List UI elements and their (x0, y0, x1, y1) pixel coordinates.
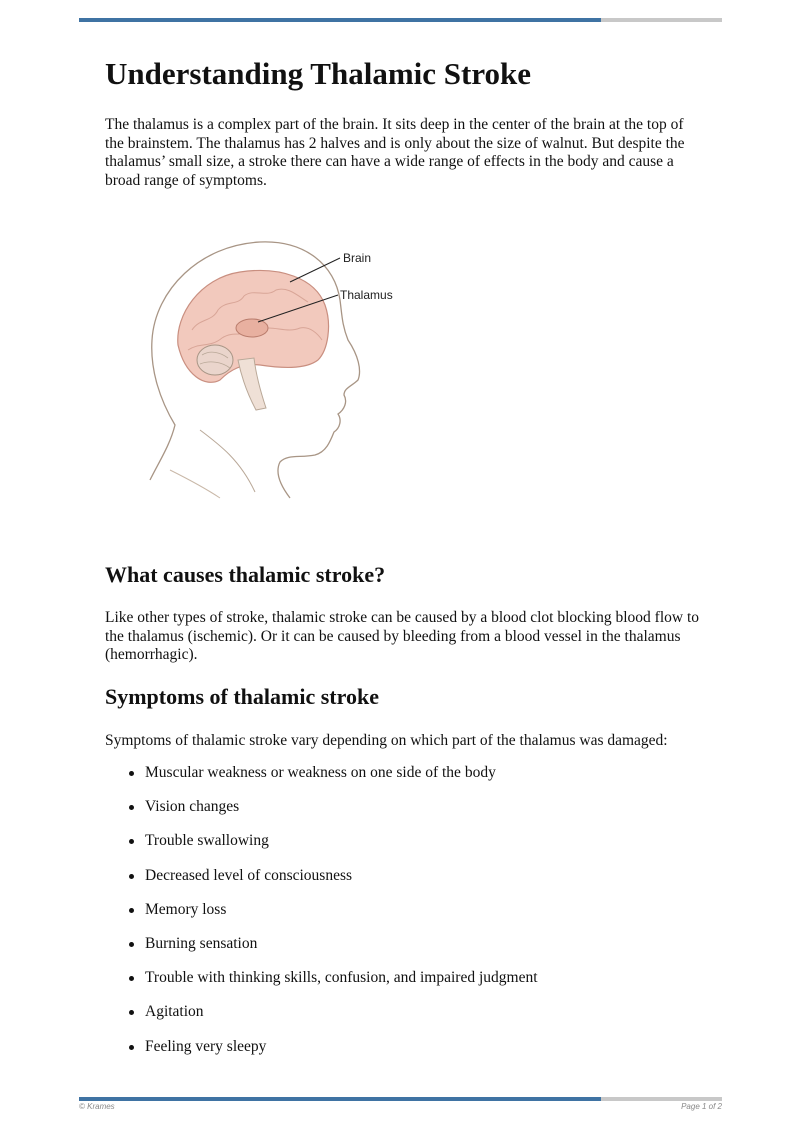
causes-paragraph: Like other types of stroke, thalamic stroke can be caused by a blood clot blocking blood flow to the thalamus (ischemic). Or it can be caused by bleeding from a blood vessel in the thalamus (hemorrhagic). (105, 609, 700, 663)
section-heading-symptoms: Symptoms of thalamic stroke (105, 684, 379, 709)
thalamus-illustration (130, 230, 410, 505)
bullet-icon (129, 1045, 134, 1050)
intro-paragraph: The thalamus is a complex part of the brain. It sits deep in the center of the brain at the top of the brainstem. The thalamus has 2 halves and is only about the size of walnut. But despite the thalamus’ small size, a stroke there can have a wide range of effects in the body and cause a broad range of symptoms. (105, 116, 685, 189)
top-rule (79, 18, 722, 22)
bullet-icon (129, 908, 134, 913)
head-brain-drawing (130, 230, 410, 505)
bullet-icon (129, 942, 134, 947)
bullet-icon (129, 839, 134, 844)
list-item: Burning sensation (105, 934, 705, 968)
page-title: Understanding Thalamic Stroke (105, 56, 532, 91)
bullet-icon (129, 1010, 134, 1015)
list-item: Trouble swallowing (105, 831, 705, 865)
brain-label: Brain (343, 251, 372, 265)
list-item: Muscular weakness or weakness on one side of the body (105, 763, 705, 797)
top-rule-accent (79, 18, 601, 22)
list-item: Agitation (105, 1002, 705, 1036)
footer-copyright: © Krames (79, 1102, 115, 1111)
bottom-rule-accent (79, 1097, 601, 1101)
symptoms-list (105, 763, 705, 1071)
list-item: Trouble with thinking skills, confusion, and impaired judgment (105, 968, 705, 1002)
bottom-rule (79, 1097, 722, 1101)
footer-page-number: Page 1 of 2 (681, 1102, 722, 1111)
cerebellum-shape (197, 345, 233, 375)
list-item: Memory loss (105, 900, 705, 934)
symptoms-intro-paragraph: Symptoms of thalamic stroke vary depending on which part of the thalamus was damaged: (105, 732, 668, 749)
list-item: Decreased level of consciousness (105, 866, 705, 900)
bullet-icon (129, 771, 134, 776)
thalamus-shape (236, 319, 268, 337)
list-item: Feeling very sleepy (105, 1037, 705, 1071)
thalamus-label: Thalamus (340, 288, 393, 302)
section-heading-causes: What causes thalamic stroke? (105, 562, 386, 587)
bullet-icon (129, 976, 134, 981)
list-item: Vision changes (105, 797, 705, 831)
bullet-icon (129, 874, 134, 879)
bullet-icon (129, 805, 134, 810)
